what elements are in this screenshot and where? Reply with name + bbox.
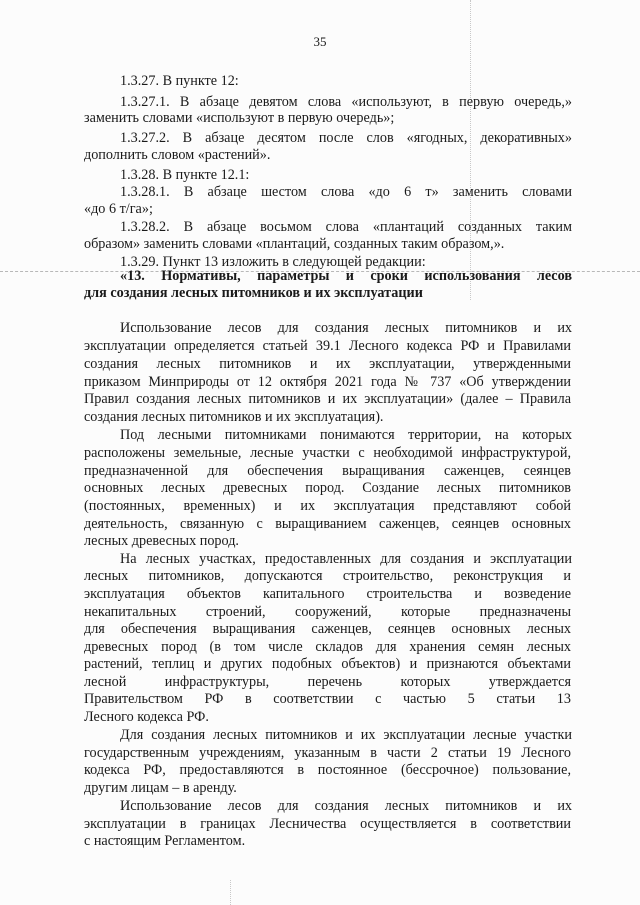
text-line: другим лицам – в аренду. bbox=[84, 780, 237, 796]
text-line: Лесного кодекса РФ. bbox=[84, 709, 209, 725]
text-line: государственным учреждениям, указанным в части 2 статьи 19 Лесного bbox=[84, 745, 571, 761]
text-line: основных лесных древесных пород. Создание лесных питомников bbox=[84, 480, 571, 496]
text-line: расположены земельные, лесные участки с необходимой инфраструктурой, bbox=[84, 445, 571, 461]
text-line: 1.3.29. Пункт 13 изложить в следующей редакции: bbox=[120, 254, 426, 270]
text-line: растений, теплиц и других подобных объектов) и признаются объектами bbox=[84, 656, 571, 672]
text-line: «до 6 т/га»; bbox=[84, 201, 153, 217]
text-line: Правил создания лесных питомников и их эксплуатации» (далее – Правила bbox=[84, 391, 571, 407]
text-line: деятельность, связанную с выращиванием саженцев, сеянцев основных bbox=[84, 516, 571, 532]
section-heading: «13. Нормативы, параметры и сроки использования лесов bbox=[120, 268, 572, 284]
text-line: эксплуатации определяется статьей 39.1 Лесного кодекса РФ и Правилами bbox=[84, 338, 571, 354]
text-line: лесных древесных пород. bbox=[84, 533, 239, 549]
text-line: Для создания лесных питомников и их эксплуатации лесные участки bbox=[120, 727, 572, 743]
text-line: Под лесными питомниками понимаются территории, на которых bbox=[120, 427, 572, 443]
text-line: 1.3.28.2. В абзаце восьмом слова «плантаций созданных таким bbox=[120, 219, 572, 235]
page-number: 35 bbox=[313, 34, 327, 49]
text-line: для обеспечения выращивания саженцев, сеянцев основных лесных bbox=[84, 621, 571, 637]
text-line: 1.3.28.1. В абзаце шестом слова «до 6 т» заменить словами bbox=[120, 184, 572, 200]
text-line: На лесных участках, предоставленных для создания и эксплуатации bbox=[120, 551, 572, 567]
text-line: кодекса РФ, предоставляются в постоянное (бессрочное) пользование, bbox=[84, 762, 571, 778]
text-line: 1.3.27. В пункте 12: bbox=[120, 73, 239, 89]
text-line: 1.3.28. В пункте 12.1: bbox=[120, 167, 250, 183]
text-line: образом» заменить словами «плантаций, созданных таким образом,». bbox=[84, 236, 505, 252]
text-line: (постоянных, временных) и их эксплуатация представляют собой bbox=[84, 498, 571, 514]
text-line: 1.3.27.1. В абзаце девятом слова «используют, в первую очередь,» bbox=[120, 94, 572, 110]
text-line: создания лесных питомников и их эксплуатации, утвержденными bbox=[84, 356, 571, 372]
text-line: эксплуатация объектов капитального строительства и возведение bbox=[84, 586, 571, 602]
text-line: эксплуатации в границах Лесничества осуществляется в соответствии bbox=[84, 816, 571, 832]
text-line: заменить словами «используют в первую очередь»; bbox=[84, 110, 395, 126]
text-line: Правительством РФ в соответствии с частью 5 статьи 13 bbox=[84, 691, 571, 707]
text-line: древесных пород (в том числе складов для хранения семян лесных bbox=[84, 639, 571, 655]
text-line: некапитальных строений, сооружений, которые предназначены bbox=[84, 604, 571, 620]
text-line: с настоящим Регламентом. bbox=[84, 833, 246, 849]
text-line: лесной инфраструктуры, перечень которых утверждается bbox=[84, 674, 571, 690]
text-line: предназначенной для обеспечения выращивания саженцев, сеянцев bbox=[84, 463, 571, 479]
text-line: создания лесных питомников и их эксплуатация). bbox=[84, 409, 384, 425]
text-line: Использование лесов для создания лесных питомников и их bbox=[120, 798, 572, 814]
text-line: Использование лесов для создания лесных питомников и их bbox=[120, 320, 572, 336]
text-line: 1.3.27.2. В абзаце десятом после слов «ягодных, декоративных» bbox=[120, 130, 572, 146]
text-line: лесных питомников, допускаются строительство, реконструкция и bbox=[84, 568, 571, 584]
scan-fold-line-bottom bbox=[230, 880, 231, 905]
text-line: дополнить словом «растений». bbox=[84, 147, 271, 163]
text-line: приказом Минприроды от 12 октября 2021 года № 737 «Об утверждении bbox=[84, 374, 571, 390]
section-heading: для создания лесных питомников и их эксплуатации bbox=[84, 285, 423, 301]
